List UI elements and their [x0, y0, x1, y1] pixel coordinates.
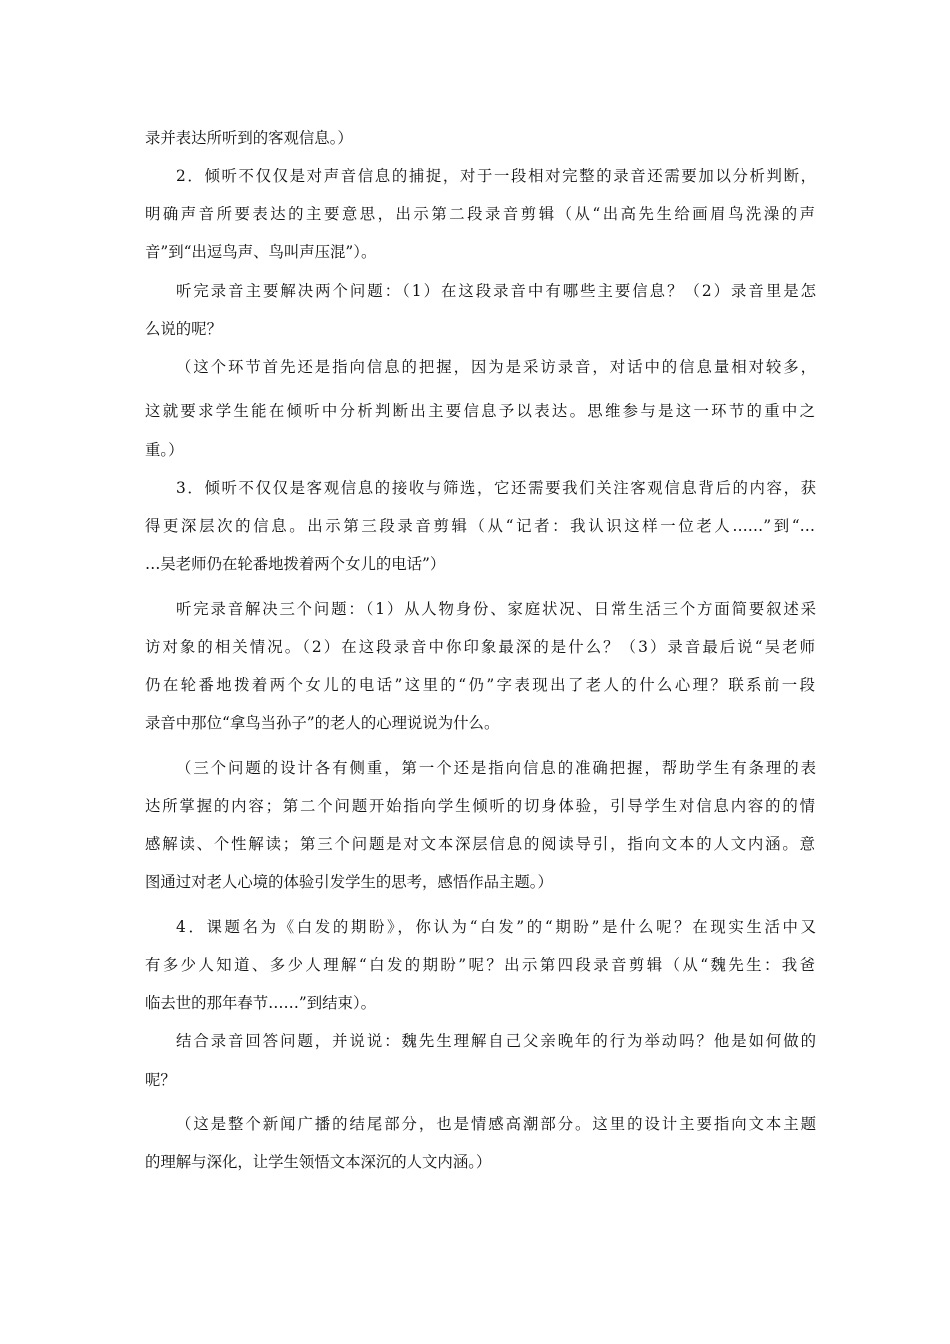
text-line: （这是整个新闻广播的结尾部分，也是情感高潮部分。这里的设计主要指向文本主题 [176, 1115, 816, 1133]
text-line: 重。） [145, 441, 184, 459]
text-line: 结合录音回答问题，并说说：魏先生理解自己父亲晚年的行为举动吗？他是如何做的 [176, 1032, 816, 1050]
text-line: 仍在轮番地拨着两个女儿的电话”这里的“仍”字表现出了老人的什么心理？联系前一段 [145, 676, 815, 694]
text-line: （三个问题的设计各有侧重，第一个还是指向信息的准确把握，帮助学生有条理的表 [176, 759, 816, 777]
text-line: 感解读、个性解读；第三个问题是对文本深层信息的阅读导引，指向文本的人文内涵。意 [145, 835, 815, 853]
text-line: 听完录音解决三个问题：（1）从人物身份、家庭状况、日常生活三个方面简要叙述采 [176, 600, 816, 618]
text-line: 听完录音主要解决两个问题：（1）在这段录音中有哪些主要信息？（2）录音里是怎 [176, 282, 816, 300]
text-line: 4．课题名为《白发的期盼》，你认为“白发”的“期盼”是什么呢？在现实生活中又 [176, 918, 816, 936]
text-line: 访对象的相关情况。（2）在这段录音中你印象最深的是什么？（3）录音最后说“吴老师 [145, 638, 815, 656]
text-line: 明确声音所要表达的主要意思，出示第二段录音剪辑（从“出高先生给画眉鸟洗澡的声 [145, 205, 815, 223]
text-line: 图通过对老人心境的体验引发学生的思考，感悟作品主题。） [145, 873, 553, 891]
text-line: 录并表达所听到的客观信息。） [145, 129, 353, 147]
text-line: 音”到“出逗鸟声、鸟叫声压混”）。 [145, 243, 377, 261]
text-line: 得更深层次的信息。出示第三段录音剪辑（从“记者：我认识这样一位老人……”到“… [145, 517, 815, 535]
text-line: 有多少人知道、多少人理解“白发的期盼”呢？出示第四段录音剪辑（从“魏先生：我爸 [145, 956, 815, 974]
text-line: （这个环节首先还是指向信息的把握，因为是采访录音，对话中的信息量相对较多， [176, 358, 816, 376]
text-line: 达所掌握的内容；第二个问题开始指向学生倾听的切身体验，引导学生对信息内容的的情 [145, 797, 815, 815]
text-line: 么说的呢？ [145, 320, 222, 338]
text-line: …吴老师仍在轮番地拨着两个女儿的电话”） [145, 555, 446, 573]
text-line: 的理解与深化，让学生领悟文本深沉的人文内涵。） [145, 1153, 492, 1171]
text-line: 呢？ [145, 1071, 176, 1089]
text-line: 2．倾听不仅仅是对声音信息的捕捉，对于一段相对完整的录音还需要加以分析判断， [176, 167, 816, 185]
text-line: 这就要求学生能在倾听中分析判断出主要信息予以表达。思维参与是这一环节的重中之 [145, 402, 815, 420]
text-line: 临去世的那年春节……”到结束）。 [145, 994, 377, 1012]
text-line: 3．倾听不仅仅是客观信息的接收与筛选，它还需要我们关注客观信息背后的内容，获 [176, 479, 816, 497]
text-line: 录音中那位“拿鸟当孙子”的老人的心理说说为什么。 [145, 714, 500, 732]
